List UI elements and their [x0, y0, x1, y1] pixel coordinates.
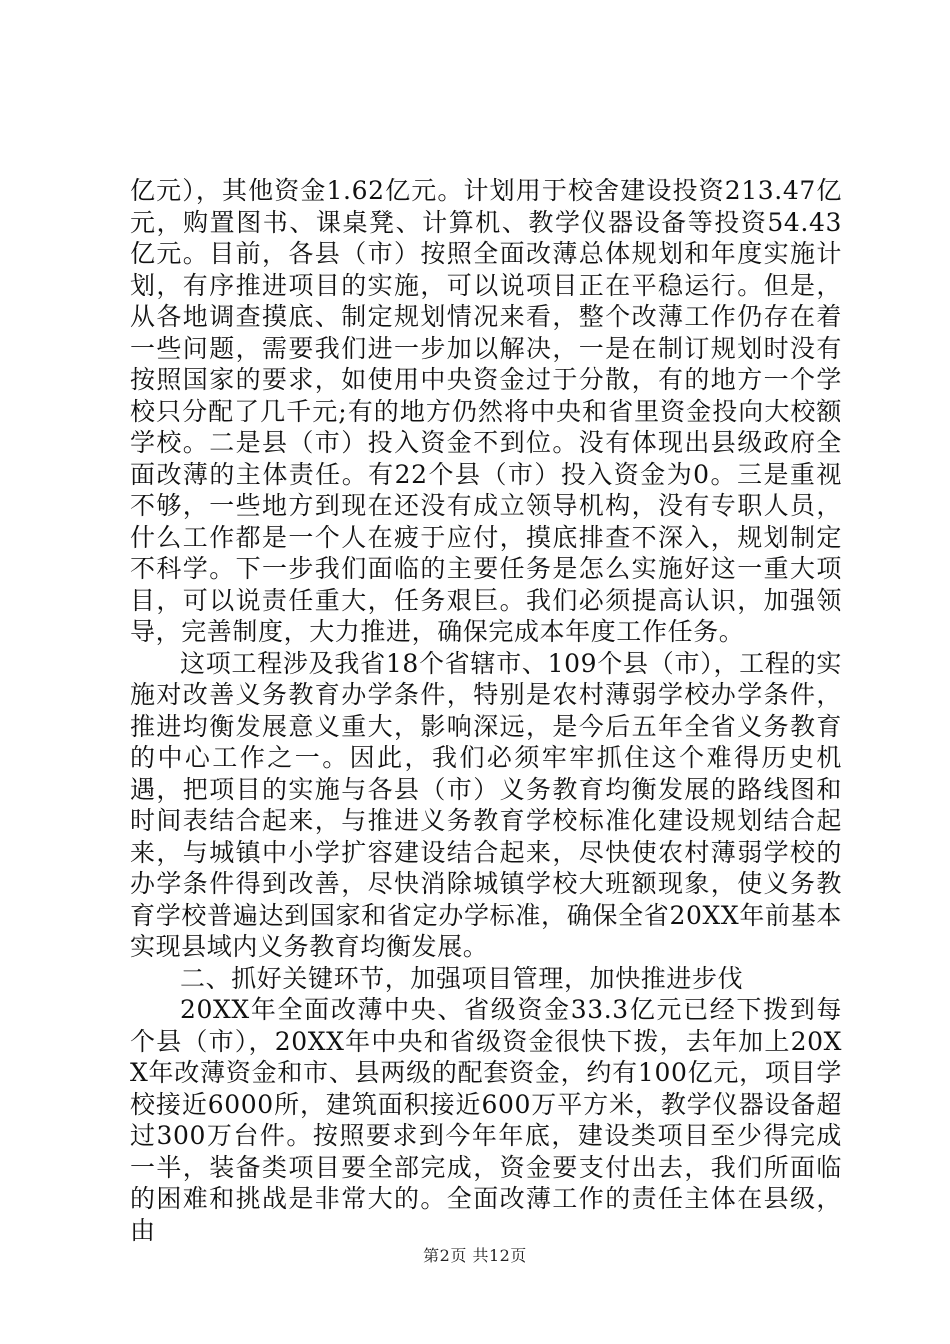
paragraph-1: 亿元），其他资金1.62亿元。计划用于校舍建设投资213.47亿元，购置图书、课桌凳、计算机、教学仪器设备等投资54.43亿元。目前，各县（市）按照全面改薄总体规划和年度实施计划，有序推进项目的实施，可以说项目正在平稳运行。但是，从各地调查摸底、制定规划情况来看，整个改薄工作仍存在着一些问题，需要我们进一步加以解决，一是在制订规划时没有按照国家的要求，如使用中央资金过于分散，有的地方一个学校只分配了几千元;有的地方仍然将中央和省里资金投向大校额学校。二是县（市）投入资金不到位。没有体现出县级政府全面改薄的主体责任。有22个县（市）投入资金为0。三是重视不够，一些地方到现在还没有成立领导机构，没有专职人员，什么工作都是一个人在疲于应付，摸底排查不深入，规划制定不科学。下一步我们面临的主要任务是怎么实施好这一重大项目，可以说责任重大，任务艰巨。我们必须提高认识，加强领导，完善制度，大力推进，确保完成本年度工作任务。 [130, 176, 842, 646]
page-footer: 第2页 共12页 [423, 1246, 527, 1265]
paragraph-3: 20XX年全面改薄中央、省级资金33.3亿元已经下拨到每个县（市），20XX年中央和省级资金很快下拨，去年加上20XX年改薄资金和市、县两级的配套资金，约有100亿元，项目学校接近6000所，建筑面积接近600万平方米，教学仪器设备超过300万台件。按照要求到今年年底，建设类项目至少得完成一半，装备类项目要全部完成，资金要支付出去，我们所面临的困难和挑战是非常大的。全面改薄工作的责任主体在县级，由 [130, 995, 842, 1245]
document-body [130, 175, 842, 1246]
section-heading: 二、抓好关键环节，加强项目管理，加快推进步伐 [180, 963, 744, 993]
paragraph-2: 这项工程涉及我省18个省辖市、109个县（市），工程的实施对改善义务教育办学条件，特别是农村薄弱学校办学条件，推进均衡发展意义重大，影响深远，是今后五年全省义务教育的中心工作之一。因此，我们必须牢牢抓住这个难得历史机遇，把项目的实施与各县（市）义务教育均衡发展的路线图和时间表结合起来，与推进义务教育学校标准化建设规划结合起来，与城镇中小学扩容建设结合起来，尽快使农村薄弱学校的办学条件得到改善，尽快消除城镇学校大班额现象，使义务教育学校普遍达到国家和省定办学标准，确保全省20XX年前基本实现县域内义务教育均衡发展。 [130, 648, 842, 961]
